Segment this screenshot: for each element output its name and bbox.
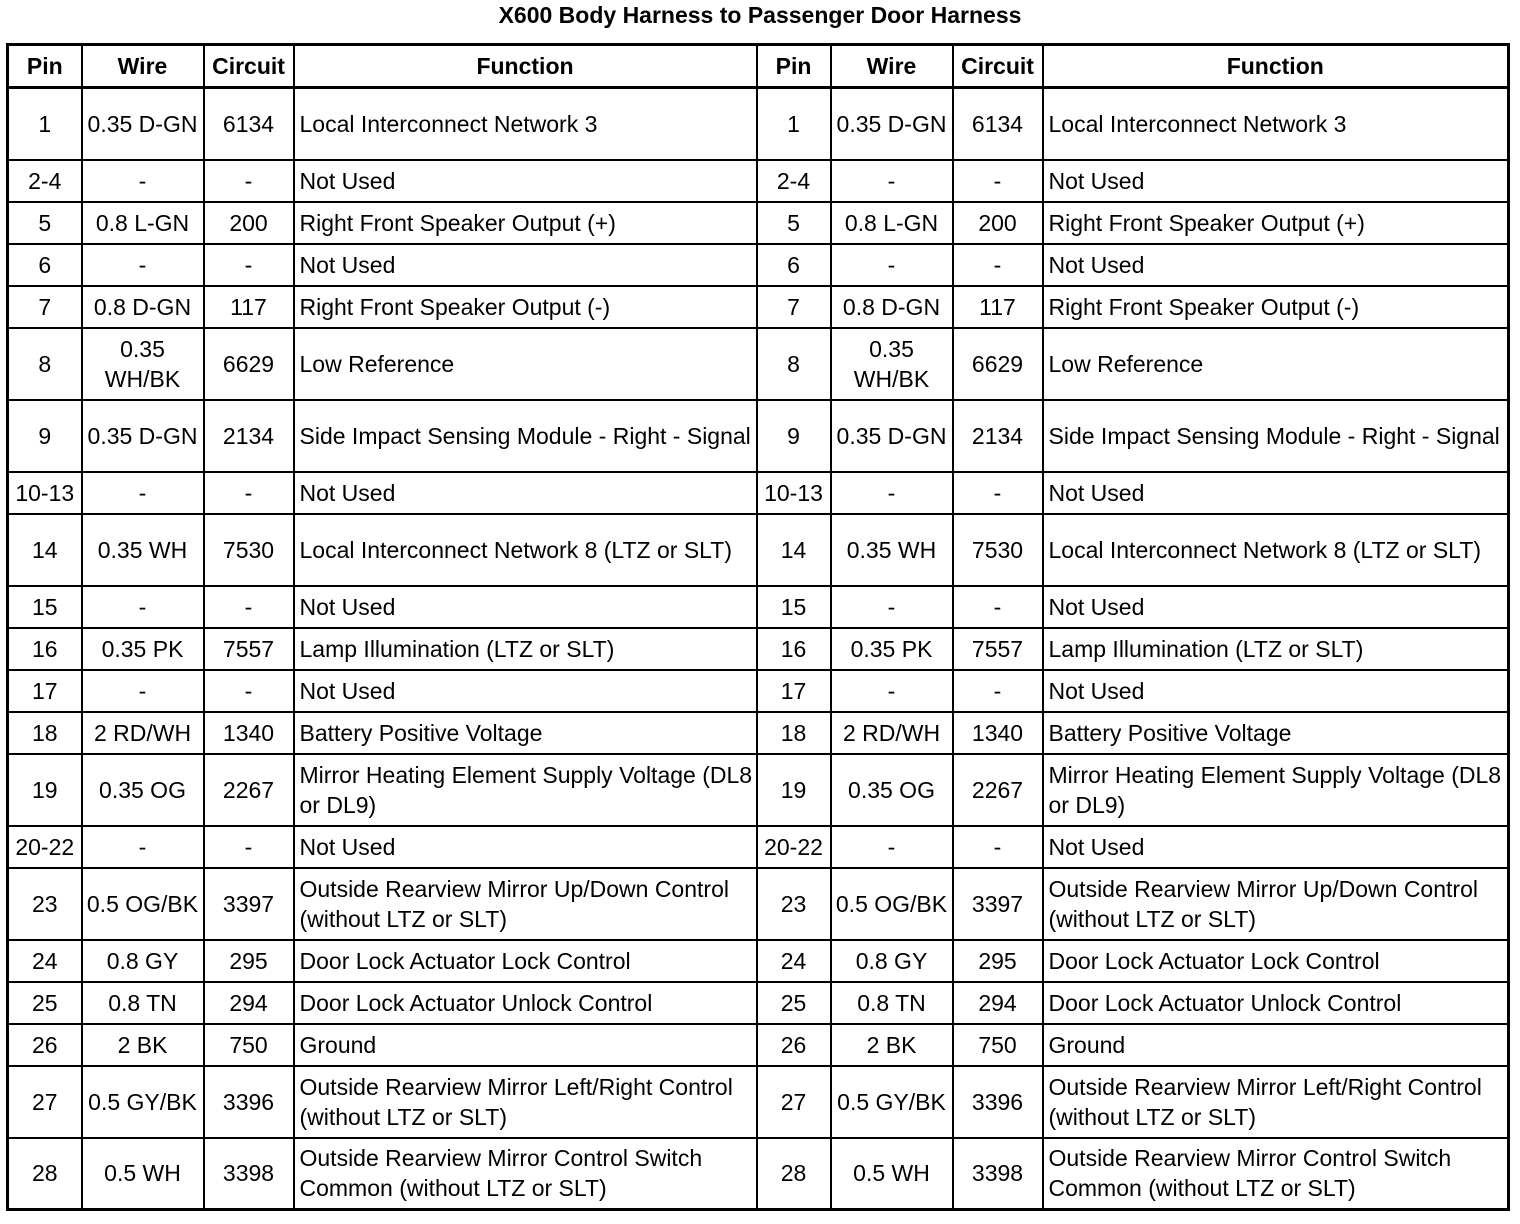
pin-cell: 15 [757,586,831,628]
circuit-cell: - [204,244,294,286]
pin-cell: 27 [8,1066,82,1138]
function-cell: Right Front Speaker Output (-) [1043,286,1509,328]
circuit-cell: 117 [204,286,294,328]
pin-cell: 7 [757,286,831,328]
function-cell: Not Used [1043,670,1509,712]
function-cell: Outside Rearview Mirror Control Switch Common (without LTZ or SLT) [294,1138,757,1210]
table-row [8,88,1509,160]
wire-cell: 0.8 TN [82,982,204,1024]
table-row [8,982,1509,1024]
pin-cell: 1 [757,88,831,160]
pin-cell: 28 [8,1138,82,1210]
wire-cell: - [831,670,953,712]
table-row [8,670,1509,712]
function-cell: Ground [1043,1024,1509,1066]
function-cell: Door Lock Actuator Lock Control [1043,940,1509,982]
pin-cell: 20-22 [8,826,82,868]
circuit-cell: 117 [953,286,1043,328]
pin-cell: 17 [757,670,831,712]
function-cell: Local Interconnect Network 8 (LTZ or SLT) [1043,514,1509,586]
function-cell: Lamp Illumination (LTZ or SLT) [1043,628,1509,670]
table-row [8,940,1509,982]
circuit-cell: - [953,670,1043,712]
pin-cell: 23 [757,868,831,940]
circuit-cell: 2134 [204,400,294,472]
wire-cell: - [831,472,953,514]
pin-cell: 28 [757,1138,831,1210]
function-cell: Battery Positive Voltage [294,712,757,754]
circuit-cell: 294 [204,982,294,1024]
wire-cell: 0.35 WH [82,514,204,586]
circuit-cell: 750 [204,1024,294,1066]
function-cell: Outside Rearview Mirror Left/Right Control (without LTZ or SLT) [294,1066,757,1138]
table-row [8,754,1509,826]
circuit-cell: 1340 [204,712,294,754]
wire-cell: 0.5 GY/BK [831,1066,953,1138]
table-row [8,514,1509,586]
header-circuit: Circuit [204,45,294,88]
wire-cell: 2 RD/WH [82,712,204,754]
pin-cell: 5 [757,202,831,244]
wire-cell: 0.5 WH [831,1138,953,1210]
function-cell: Not Used [1043,160,1509,202]
pin-cell: 14 [8,514,82,586]
table-row [8,826,1509,868]
circuit-cell: - [204,586,294,628]
wire-cell: - [82,670,204,712]
table-row [8,160,1509,202]
function-cell: Outside Rearview Mirror Left/Right Control (without LTZ or SLT) [1043,1066,1509,1138]
table-row [8,328,1509,400]
pin-cell: 16 [8,628,82,670]
circuit-cell: - [204,472,294,514]
function-cell: Local Interconnect Network 8 (LTZ or SLT) [294,514,757,586]
function-cell: Not Used [1043,826,1509,868]
table-title: X600 Body Harness to Passenger Door Harness [498,2,1022,28]
pin-cell: 7 [8,286,82,328]
circuit-cell: 2267 [953,754,1043,826]
table-row [8,244,1509,286]
pin-cell: 25 [757,982,831,1024]
table-row [8,628,1509,670]
table-row [8,1138,1509,1210]
function-cell: Lamp Illumination (LTZ or SLT) [294,628,757,670]
pin-cell: 26 [757,1024,831,1066]
function-cell: Battery Positive Voltage [1043,712,1509,754]
circuit-cell: 7530 [204,514,294,586]
circuit-cell: 3397 [204,868,294,940]
circuit-cell: - [953,586,1043,628]
pin-cell: 27 [757,1066,831,1138]
circuit-cell: 295 [204,940,294,982]
pin-cell: 24 [8,940,82,982]
function-cell: Right Front Speaker Output (-) [294,286,757,328]
wire-cell: 0.8 D-GN [82,286,204,328]
circuit-cell: 3396 [953,1066,1043,1138]
header-pin: Pin [757,45,831,88]
pin-cell: 17 [8,670,82,712]
wire-cell: 0.35 OG [82,754,204,826]
table-row [8,586,1509,628]
wire-cell: 0.35 WH/BK [82,328,204,400]
function-cell: Low Reference [1043,328,1509,400]
pin-cell: 1 [8,88,82,160]
table-row [8,712,1509,754]
circuit-cell: 6629 [204,328,294,400]
wire-cell: 0.8 TN [831,982,953,1024]
wire-cell: 0.35 D-GN [82,88,204,160]
pin-cell: 26 [8,1024,82,1066]
wire-cell: 0.8 GY [831,940,953,982]
wire-cell: - [82,826,204,868]
header-circuit: Circuit [953,45,1043,88]
table-row [8,202,1509,244]
function-cell: Not Used [294,472,757,514]
function-cell: Side Impact Sensing Module - Right - Signal [294,400,757,472]
wire-cell: 0.35 D-GN [82,400,204,472]
wire-cell: 0.35 OG [831,754,953,826]
function-cell: Door Lock Actuator Unlock Control [1043,982,1509,1024]
circuit-cell: - [204,160,294,202]
function-cell: Not Used [1043,244,1509,286]
pin-cell: 9 [757,400,831,472]
wire-cell: - [82,244,204,286]
function-cell: Not Used [1043,586,1509,628]
table-row [8,472,1509,514]
circuit-cell: - [953,160,1043,202]
circuit-cell: 295 [953,940,1043,982]
function-cell: Ground [294,1024,757,1066]
circuit-cell: - [953,826,1043,868]
function-cell: Not Used [1043,472,1509,514]
function-cell: Mirror Heating Element Supply Voltage (DL8 or DL9) [294,754,757,826]
table-row [8,868,1509,940]
wire-cell: 0.35 WH [831,514,953,586]
pin-cell: 2-4 [8,160,82,202]
pin-cell: 20-22 [757,826,831,868]
wire-cell: 0.35 PK [82,628,204,670]
wire-cell: 0.5 OG/BK [831,868,953,940]
function-cell: Not Used [294,586,757,628]
pin-cell: 5 [8,202,82,244]
wire-cell: - [82,160,204,202]
pin-cell: 19 [757,754,831,826]
function-cell: Local Interconnect Network 3 [294,88,757,160]
pin-cell: 24 [757,940,831,982]
table-row [8,286,1509,328]
circuit-cell: 200 [953,202,1043,244]
circuit-cell: 200 [204,202,294,244]
header-pin: Pin [8,45,82,88]
pin-cell: 6 [8,244,82,286]
wire-cell: 2 RD/WH [831,712,953,754]
wire-cell: 0.8 GY [82,940,204,982]
circuit-cell: 6629 [953,328,1043,400]
function-cell: Right Front Speaker Output (+) [294,202,757,244]
pin-cell: 9 [8,400,82,472]
circuit-cell: 2134 [953,400,1043,472]
header-function: Function [294,45,757,88]
table-row [8,1024,1509,1066]
pin-cell: 8 [8,328,82,400]
wire-cell: 0.35 D-GN [831,400,953,472]
wire-cell: - [831,160,953,202]
circuit-cell: 294 [953,982,1043,1024]
circuit-cell: - [204,826,294,868]
table-row [8,400,1509,472]
circuit-cell: 3398 [204,1138,294,1210]
circuit-cell: 6134 [953,88,1043,160]
circuit-cell: - [953,472,1043,514]
wire-cell: 0.35 D-GN [831,88,953,160]
circuit-cell: 7557 [953,628,1043,670]
function-cell: Not Used [294,826,757,868]
header-wire: Wire [831,45,953,88]
wire-cell: 0.35 PK [831,628,953,670]
wire-cell: 0.8 D-GN [831,286,953,328]
function-cell: Mirror Heating Element Supply Voltage (DL8 or DL9) [1043,754,1509,826]
circuit-cell: - [953,244,1043,286]
header-function: Function [1043,45,1509,88]
pin-cell: 8 [757,328,831,400]
circuit-cell: 7530 [953,514,1043,586]
wire-cell: - [831,244,953,286]
circuit-cell: 2267 [204,754,294,826]
wire-cell: 0.8 L-GN [831,202,953,244]
pin-cell: 18 [8,712,82,754]
function-cell: Low Reference [294,328,757,400]
pin-cell: 2-4 [757,160,831,202]
wire-cell: 2 BK [82,1024,204,1066]
pin-cell: 18 [757,712,831,754]
wire-cell: 0.5 OG/BK [82,868,204,940]
function-cell: Outside Rearview Mirror Up/Down Control (without LTZ or SLT) [1043,868,1509,940]
circuit-cell: - [204,670,294,712]
pin-cell: 10-13 [8,472,82,514]
pin-cell: 19 [8,754,82,826]
pin-cell: 25 [8,982,82,1024]
pin-cell: 6 [757,244,831,286]
header-row [8,45,1509,88]
pin-cell: 10-13 [757,472,831,514]
circuit-cell: 6134 [204,88,294,160]
circuit-cell: 3397 [953,868,1043,940]
wire-cell: 0.5 WH [82,1138,204,1210]
circuit-cell: 3398 [953,1138,1043,1210]
circuit-cell: 1340 [953,712,1043,754]
pin-cell: 15 [8,586,82,628]
function-cell: Outside Rearview Mirror Up/Down Control (without LTZ or SLT) [294,868,757,940]
table-row [8,1066,1509,1138]
circuit-cell: 7557 [204,628,294,670]
wire-cell: - [82,586,204,628]
function-cell: Local Interconnect Network 3 [1043,88,1509,160]
pin-cell: 23 [8,868,82,940]
pinout-table [6,43,1510,1211]
circuit-cell: 750 [953,1024,1043,1066]
function-cell: Door Lock Actuator Unlock Control [294,982,757,1024]
wire-cell: 2 BK [831,1024,953,1066]
function-cell: Not Used [294,160,757,202]
wire-cell: 0.8 L-GN [82,202,204,244]
function-cell: Not Used [294,670,757,712]
wire-cell: 0.35 WH/BK [831,328,953,400]
wire-cell: 0.5 GY/BK [82,1066,204,1138]
circuit-cell: 3396 [204,1066,294,1138]
function-cell: Not Used [294,244,757,286]
function-cell: Side Impact Sensing Module - Right - Signal [1043,400,1509,472]
wire-cell: - [82,472,204,514]
function-cell: Outside Rearview Mirror Control Switch Common (without LTZ or SLT) [1043,1138,1509,1210]
function-cell: Door Lock Actuator Lock Control [294,940,757,982]
function-cell: Right Front Speaker Output (+) [1043,202,1509,244]
wire-cell: - [831,586,953,628]
pin-cell: 16 [757,628,831,670]
header-wire: Wire [82,45,204,88]
wire-cell: - [831,826,953,868]
pin-cell: 14 [757,514,831,586]
